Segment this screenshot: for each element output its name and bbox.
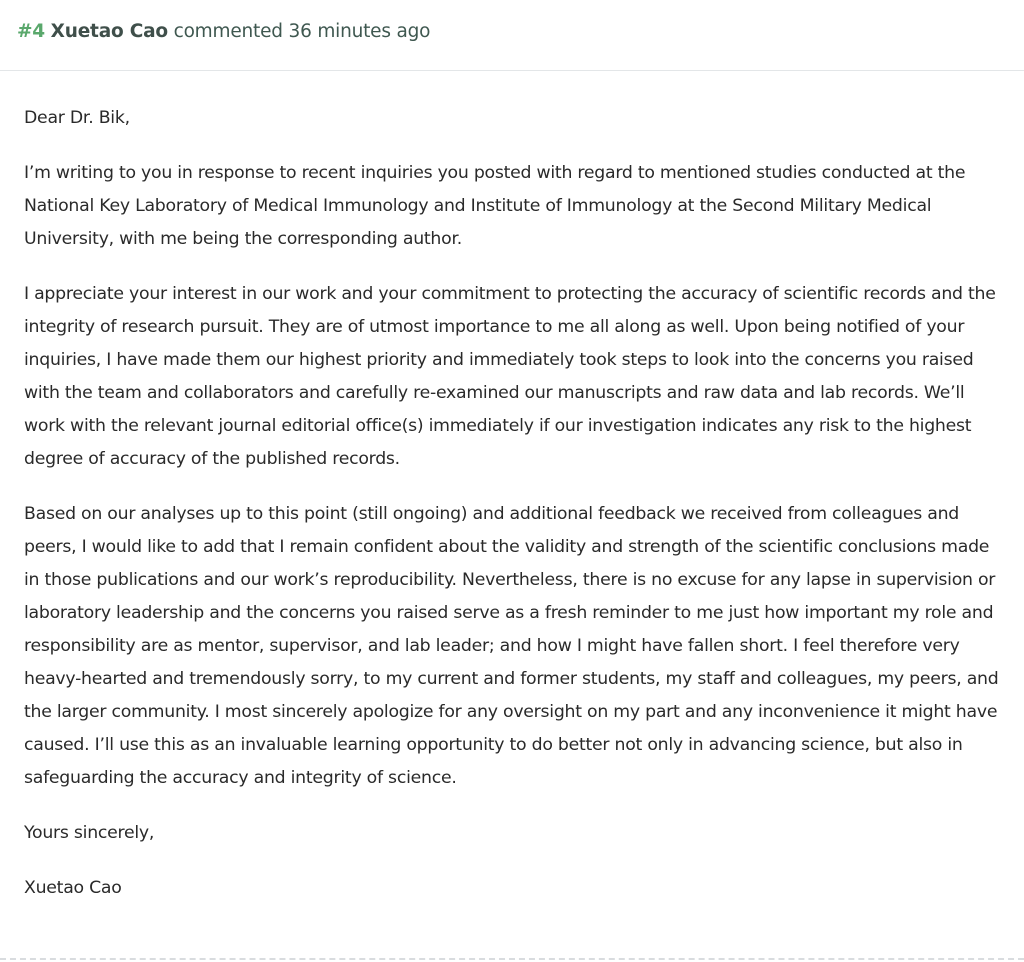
- comment-header: [0, 0, 1024, 71]
- comment-body: [24, 102, 1009, 927]
- comment-paragraph: Based on our analyses up to this point (still ongoing) and additional feedback we received from colleagues and peers, I would like to add that I remain confident about the validity and strength of the scientific conclusions made in those publications and our work’s reproducibility. Nevertheless, there is no excuse for any lapse in supervision or laboratory leadership and the concerns you raised serve as a fresh reminder to me just how important my role and responsibility are as mentor, supervisor, and lab leader; and how I might have fallen short. I feel therefore very heavy-hearted and tremendously sorry, to my current and former students, my staff and colleagues, my peers, and the larger community. I most sincerely apologize for any oversight on my part and any inconvenience it might have caused. I’ll use this as an invaluable learning opportunity to do better not only in advancing science, but also in safeguarding the accuracy and integrity of science.: [24, 504, 999, 788]
- comment-greeting: Dear Dr. Bik,: [24, 108, 130, 128]
- comment-action: commented: [173, 21, 283, 42]
- comment-divider: [0, 958, 1024, 960]
- comment-paragraph: I appreciate your interest in our work and your commitment to protecting the accuracy of scientific records and the integrity of research pursuit. They are of utmost importance to me all along as well. Upon being notified of your inquiries, I have made them our highest priority and immediately took steps to look into the concerns you raised with the team and collaborators and carefully re-examined our manuscripts and raw data and lab records. We’ll work with the relevant journal editorial office(s) immediately if our investigation indicates any risk to the highest degree of accuracy of the published records.: [24, 284, 996, 469]
- comment-number-link[interactable]: #4: [17, 21, 45, 42]
- author-name-link[interactable]: Xuetao Cao: [50, 21, 168, 42]
- comment-signature: Xuetao Cao: [24, 878, 122, 898]
- comment-paragraph: I’m writing to you in response to recent inquiries you posted with regard to mentioned studies conducted at the National Key Laboratory of Medical Immunology and Institute of Immunology at the Second Military Medical University, with me being the corresponding author.: [24, 163, 966, 249]
- comment-timestamp-link[interactable]: 36 minutes ago: [288, 21, 431, 42]
- comment-closing: Yours sincerely,: [24, 823, 155, 843]
